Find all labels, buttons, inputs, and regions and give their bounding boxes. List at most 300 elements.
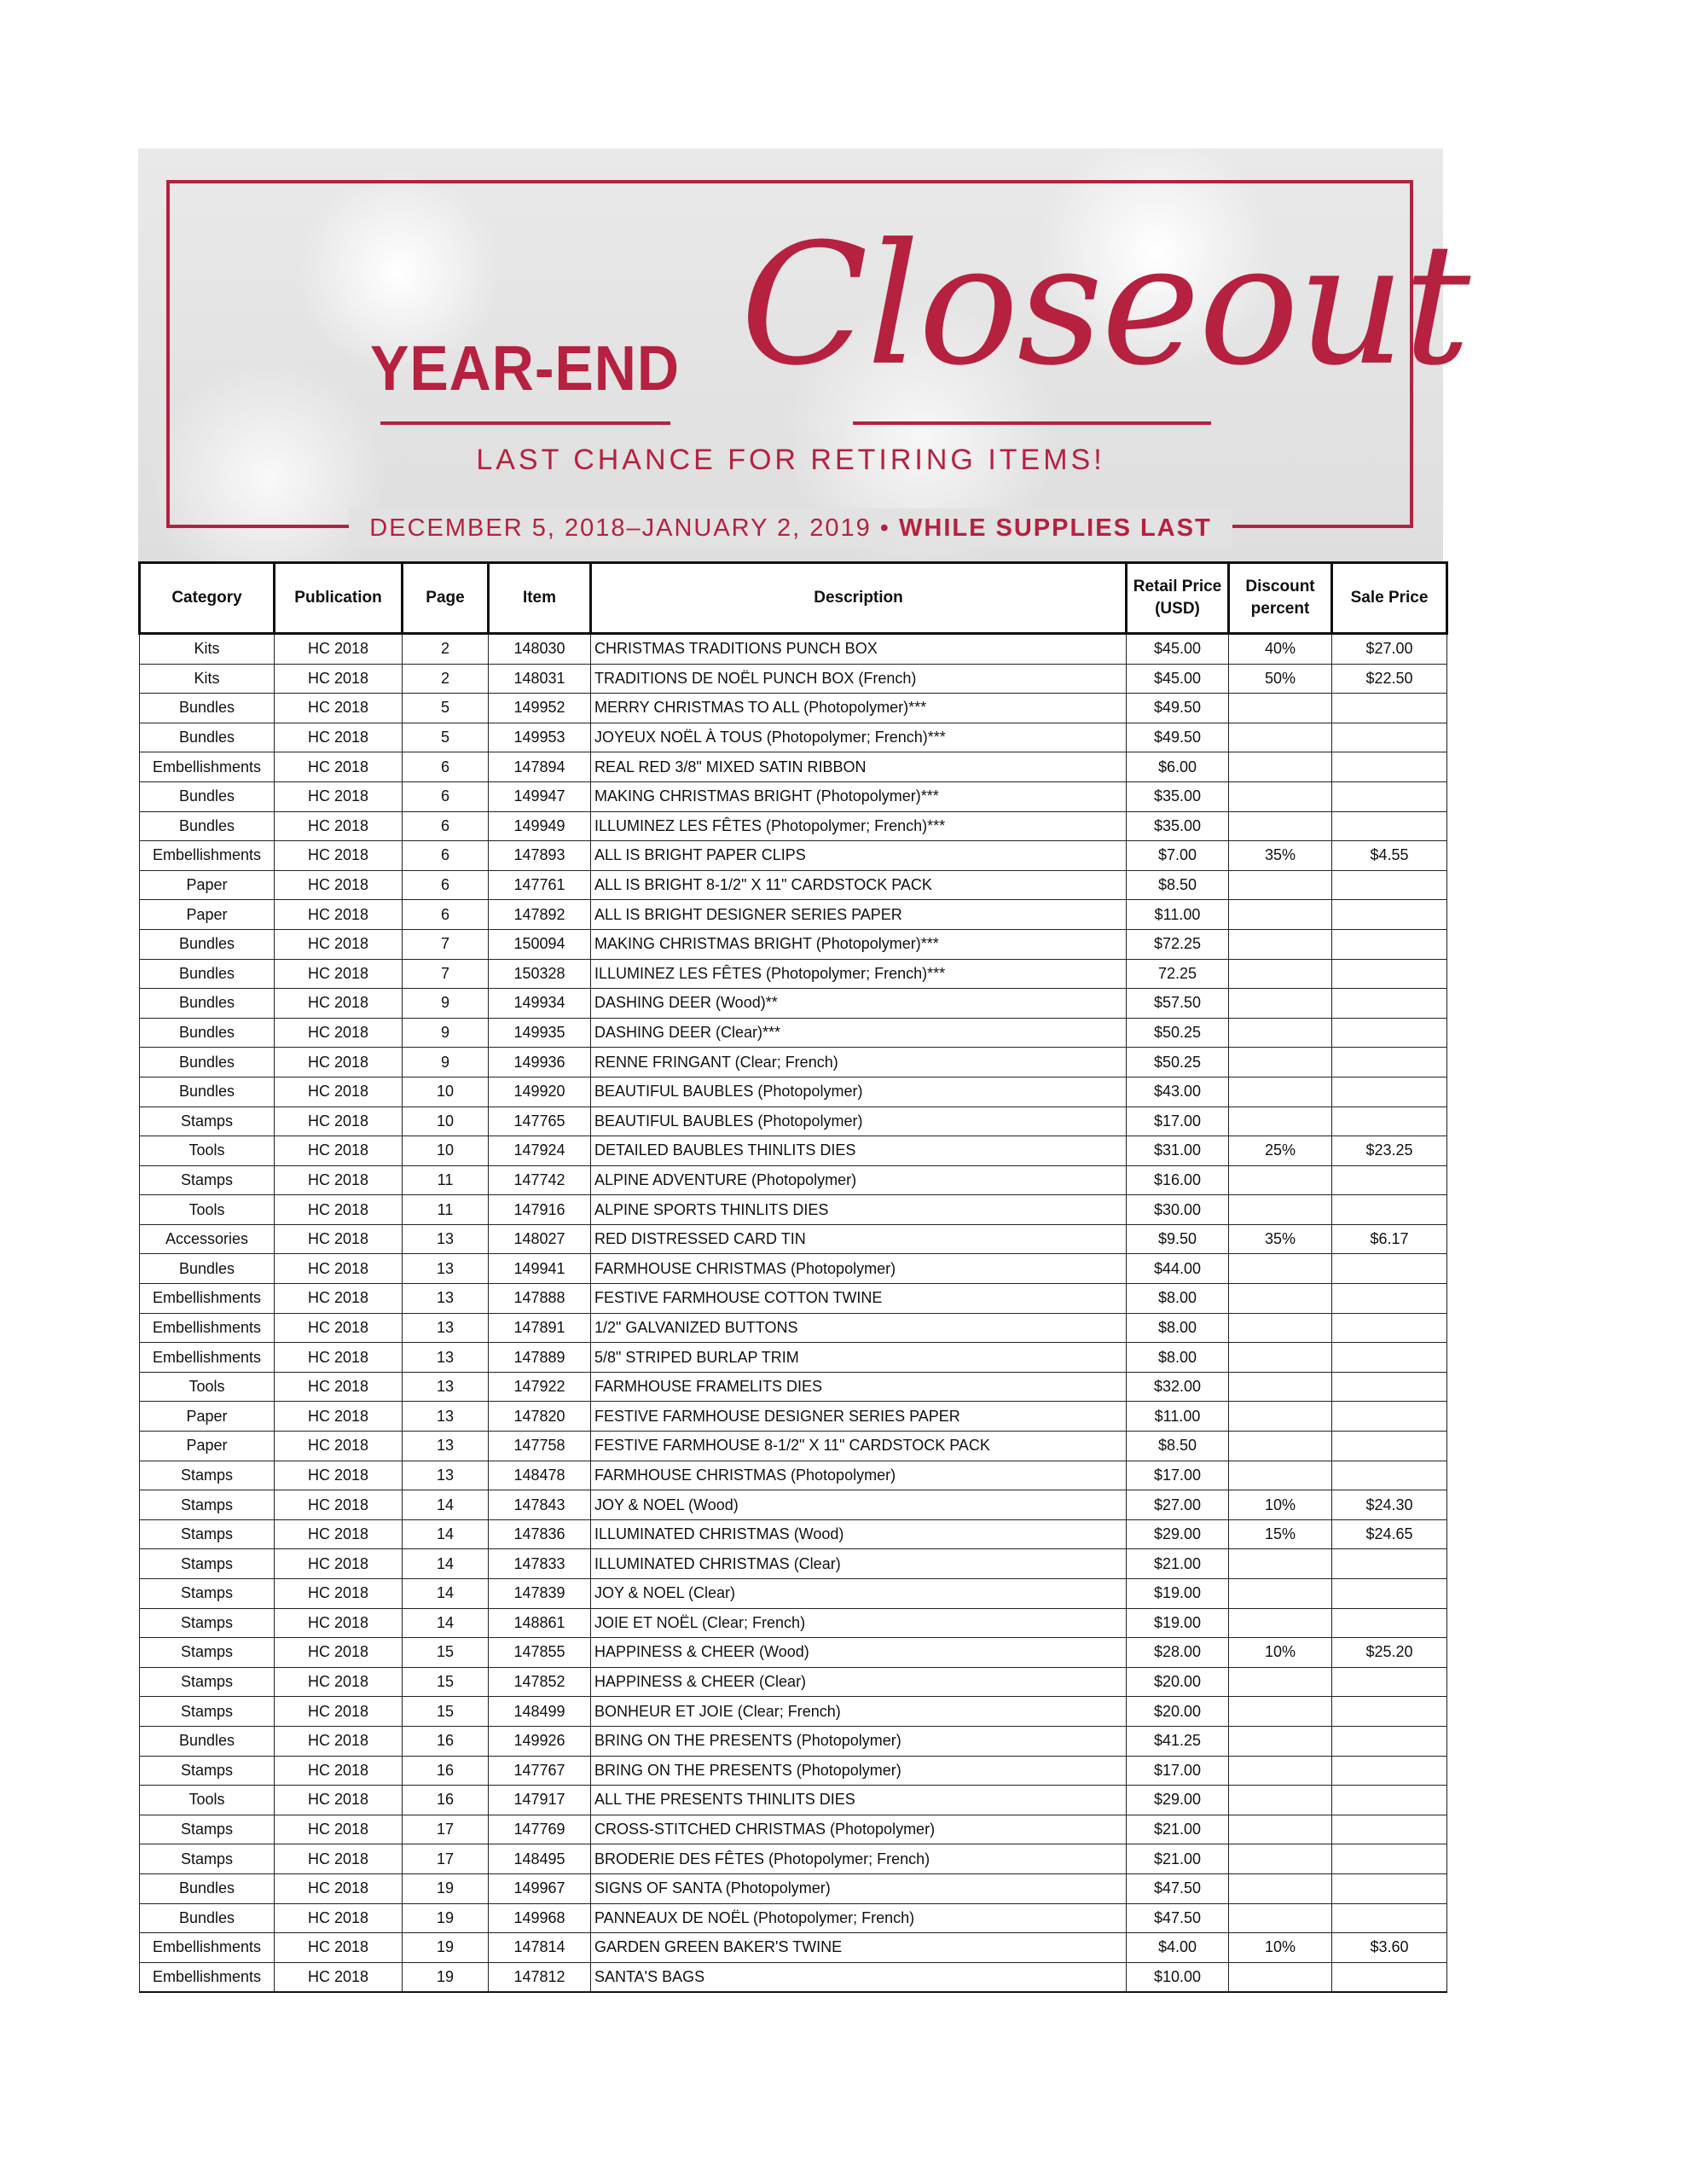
table-row (140, 1284, 1447, 1314)
cell-sale-price: $3.60 (1332, 1933, 1447, 1963)
cell-page: 11 (403, 1165, 489, 1195)
cell-item: 147889 (489, 1343, 591, 1373)
table-row (140, 1136, 1447, 1166)
cell-description: DASHING DEER (Clear)*** (591, 1018, 1127, 1048)
cell-discount (1229, 811, 1332, 841)
cell-discount (1229, 694, 1332, 723)
cell-page: 10 (403, 1107, 489, 1136)
table-row (140, 1726, 1447, 1756)
cell-sale-price (1332, 1402, 1447, 1432)
cell-discount (1229, 1756, 1332, 1786)
cell-description: ALL IS BRIGHT PAPER CLIPS (591, 841, 1127, 871)
cell-category: Bundles (140, 959, 275, 989)
cell-page: 14 (403, 1579, 489, 1609)
cell-item: 149926 (489, 1726, 591, 1756)
cell-publication: HC 2018 (275, 781, 403, 811)
cell-item: 148495 (489, 1844, 591, 1874)
cell-page: 14 (403, 1608, 489, 1638)
cell-publication: HC 2018 (275, 1343, 403, 1373)
header-category: Category (140, 563, 275, 634)
cell-description: 1/2" GALVANIZED BUTTONS (591, 1313, 1127, 1343)
header-discount-line2: percent (1250, 600, 1310, 618)
table-row (140, 1519, 1447, 1549)
header-item: Item (489, 563, 591, 634)
cell-retail-price: $17.00 (1127, 1756, 1229, 1786)
banner-title-main: Closeout (740, 208, 1470, 403)
cell-publication: HC 2018 (275, 900, 403, 930)
cell-page: 13 (403, 1461, 489, 1490)
cell-publication: HC 2018 (275, 634, 403, 665)
cell-description: ILLUMINATED CHRISTMAS (Wood) (591, 1519, 1127, 1549)
cell-retail-price: $35.00 (1127, 781, 1229, 811)
cell-item: 149947 (489, 781, 591, 811)
cell-description: JOYEUX NOËL À TOUS (Photopolymer; French)*** (591, 723, 1127, 752)
cell-sale-price: $22.50 (1332, 664, 1447, 694)
cell-description: ALPINE ADVENTURE (Photopolymer) (591, 1165, 1127, 1195)
cell-description: 5/8" STRIPED BURLAP TRIM (591, 1343, 1127, 1373)
cell-discount: 25% (1229, 1136, 1332, 1166)
cell-category: Bundles (140, 1018, 275, 1048)
cell-publication: HC 2018 (275, 1873, 403, 1903)
cell-publication: HC 2018 (275, 694, 403, 723)
table-row (140, 1077, 1447, 1107)
cell-description: REAL RED 3/8" MIXED SATIN RIBBON (591, 752, 1127, 782)
cell-category: Bundles (140, 1254, 275, 1284)
cell-item: 148027 (489, 1224, 591, 1254)
cell-description: TRADITIONS DE NOËL PUNCH BOX (French) (591, 664, 1127, 694)
cell-description: ILLUMINATED CHRISTMAS (Clear) (591, 1549, 1127, 1579)
cell-description: JOIE ET NOËL (Clear; French) (591, 1608, 1127, 1638)
cell-discount (1229, 1815, 1332, 1844)
cell-category: Bundles (140, 989, 275, 1019)
cell-discount (1229, 1107, 1332, 1136)
cell-discount (1229, 929, 1332, 959)
cell-item: 150094 (489, 929, 591, 959)
cell-description: BRING ON THE PRESENTS (Photopolymer) (591, 1756, 1127, 1786)
cell-discount: 10% (1229, 1638, 1332, 1668)
cell-publication: HC 2018 (275, 1549, 403, 1579)
table-row (140, 634, 1447, 665)
cell-publication: HC 2018 (275, 664, 403, 694)
cell-page: 10 (403, 1077, 489, 1107)
table-row (140, 900, 1447, 930)
cell-description: ILLUMINEZ LES FÊTES (Photopolymer; French)*** (591, 811, 1127, 841)
cell-discount (1229, 1962, 1332, 1992)
cell-item: 147758 (489, 1432, 591, 1461)
cell-retail-price: $6.00 (1127, 752, 1229, 782)
cell-description: ALL IS BRIGHT 8-1/2" X 11" CARDSTOCK PACK (591, 870, 1127, 900)
cell-publication: HC 2018 (275, 1018, 403, 1048)
cell-retail-price: $8.50 (1127, 870, 1229, 900)
cell-category: Stamps (140, 1549, 275, 1579)
cell-discount (1229, 1284, 1332, 1314)
cell-discount (1229, 870, 1332, 900)
cell-retail-price: $20.00 (1127, 1697, 1229, 1727)
table-row (140, 1343, 1447, 1373)
cell-discount (1229, 1165, 1332, 1195)
cell-discount (1229, 1697, 1332, 1727)
cell-description: JOY & NOEL (Clear) (591, 1579, 1127, 1609)
cell-retail-price: $35.00 (1127, 811, 1229, 841)
cell-retail-price: 72.25 (1127, 959, 1229, 989)
cell-description: ALL THE PRESENTS THINLITS DIES (591, 1786, 1127, 1815)
cell-page: 14 (403, 1490, 489, 1520)
header-description: Description (591, 563, 1127, 634)
banner-rule-right (853, 421, 1211, 425)
cell-retail-price: $50.25 (1127, 1048, 1229, 1077)
header-publication: Publication (275, 563, 403, 634)
banner-dates-row (138, 508, 1443, 548)
cell-discount (1229, 1608, 1332, 1638)
cell-page: 17 (403, 1815, 489, 1844)
cell-sale-price (1332, 1815, 1447, 1844)
table-row (140, 1195, 1447, 1225)
banner-subtitle: LAST CHANCE FOR RETIRING ITEMS! (476, 444, 1105, 476)
cell-description: MAKING CHRISTMAS BRIGHT (Photopolymer)*** (591, 929, 1127, 959)
cell-discount (1229, 1313, 1332, 1343)
cell-category: Kits (140, 664, 275, 694)
cell-description: JOY & NOEL (Wood) (591, 1490, 1127, 1520)
cell-publication: HC 2018 (275, 1726, 403, 1756)
cell-page: 2 (403, 664, 489, 694)
cell-publication: HC 2018 (275, 1284, 403, 1314)
cell-description: HAPPINESS & CHEER (Wood) (591, 1638, 1127, 1668)
cell-retail-price: $43.00 (1127, 1077, 1229, 1107)
table-row (140, 1224, 1447, 1254)
cell-sale-price (1332, 900, 1447, 930)
banner-title-prefix: YEAR-END (370, 333, 680, 404)
cell-publication: HC 2018 (275, 1844, 403, 1874)
cell-publication: HC 2018 (275, 1254, 403, 1284)
cell-sale-price (1332, 1903, 1447, 1933)
cell-description: CROSS-STITCHED CHRISTMAS (Photopolymer) (591, 1815, 1127, 1844)
table-row (140, 1372, 1447, 1402)
cell-discount (1229, 781, 1332, 811)
cell-page: 6 (403, 841, 489, 871)
banner-dates (349, 508, 1232, 548)
cell-item: 147891 (489, 1313, 591, 1343)
cell-category: Embellishments (140, 1343, 275, 1373)
cell-sale-price (1332, 1343, 1447, 1373)
closeout-banner (138, 148, 1470, 562)
cell-page: 15 (403, 1667, 489, 1697)
cell-item: 147852 (489, 1667, 591, 1697)
cell-retail-price: $21.00 (1127, 1844, 1229, 1874)
cell-publication: HC 2018 (275, 1933, 403, 1963)
cell-category: Stamps (140, 1697, 275, 1727)
cell-category: Stamps (140, 1461, 275, 1490)
cell-category: Stamps (140, 1638, 275, 1668)
cell-page: 13 (403, 1254, 489, 1284)
cell-discount (1229, 989, 1332, 1019)
header-discount-line1: Discount (1245, 578, 1315, 595)
cell-publication: HC 2018 (275, 959, 403, 989)
cell-page: 5 (403, 723, 489, 752)
cell-sale-price (1332, 1579, 1447, 1609)
cell-category: Stamps (140, 1756, 275, 1786)
cell-item: 149934 (489, 989, 591, 1019)
cell-retail-price: $31.00 (1127, 1136, 1229, 1166)
cell-item: 147761 (489, 870, 591, 900)
cell-description: SANTA'S BAGS (591, 1962, 1127, 1992)
cell-discount (1229, 1786, 1332, 1815)
cell-category: Paper (140, 1432, 275, 1461)
cell-page: 19 (403, 1903, 489, 1933)
cell-item: 148478 (489, 1461, 591, 1490)
cell-item: 149941 (489, 1254, 591, 1284)
table-row (140, 1490, 1447, 1520)
cell-retail-price: $29.00 (1127, 1786, 1229, 1815)
cell-item: 149936 (489, 1048, 591, 1077)
cell-retail-price: $9.50 (1127, 1224, 1229, 1254)
table-row (140, 1933, 1447, 1963)
table-row (140, 1667, 1447, 1697)
cell-discount: 35% (1229, 1224, 1332, 1254)
cell-publication: HC 2018 (275, 1077, 403, 1107)
cell-sale-price (1332, 1165, 1447, 1195)
cell-retail-price: $50.25 (1127, 1018, 1229, 1048)
cell-sale-price (1332, 1844, 1447, 1874)
closeout-table-wrapper (138, 561, 1446, 1993)
cell-discount (1229, 1903, 1332, 1933)
table-row (140, 841, 1447, 871)
cell-category: Stamps (140, 1844, 275, 1874)
cell-retail-price: $17.00 (1127, 1107, 1229, 1136)
cell-sale-price (1332, 1107, 1447, 1136)
cell-item: 148030 (489, 634, 591, 665)
cell-publication: HC 2018 (275, 1107, 403, 1136)
table-row (140, 1402, 1447, 1432)
cell-page: 19 (403, 1933, 489, 1963)
cell-page: 19 (403, 1873, 489, 1903)
cell-page: 13 (403, 1402, 489, 1432)
table-row (140, 870, 1447, 900)
cell-page: 13 (403, 1343, 489, 1373)
cell-item: 147843 (489, 1490, 591, 1520)
cell-page: 15 (403, 1638, 489, 1668)
cell-page: 16 (403, 1786, 489, 1815)
cell-publication: HC 2018 (275, 1313, 403, 1343)
cell-category: Bundles (140, 1873, 275, 1903)
cell-retail-price: $47.50 (1127, 1903, 1229, 1933)
cell-item: 148031 (489, 664, 591, 694)
cell-page: 9 (403, 989, 489, 1019)
cell-sale-price (1332, 694, 1447, 723)
table-row (140, 1048, 1447, 1077)
cell-category: Embellishments (140, 752, 275, 782)
cell-category: Embellishments (140, 1933, 275, 1963)
cell-item: 147839 (489, 1579, 591, 1609)
cell-sale-price (1332, 1077, 1447, 1107)
cell-publication: HC 2018 (275, 1165, 403, 1195)
cell-item: 149967 (489, 1873, 591, 1903)
cell-description: BONHEUR ET JOIE (Clear; French) (591, 1697, 1127, 1727)
cell-retail-price: $45.00 (1127, 664, 1229, 694)
cell-description: ALPINE SPORTS THINLITS DIES (591, 1195, 1127, 1225)
cell-discount: 40% (1229, 634, 1332, 665)
cell-retail-price: $49.50 (1127, 723, 1229, 752)
cell-category: Embellishments (140, 841, 275, 871)
cell-sale-price (1332, 1284, 1447, 1314)
cell-item: 149920 (489, 1077, 591, 1107)
cell-item: 147916 (489, 1195, 591, 1225)
table-row (140, 1786, 1447, 1815)
cell-description: ILLUMINEZ LES FÊTES (Photopolymer; French)*** (591, 959, 1127, 989)
cell-sale-price: $25.20 (1332, 1638, 1447, 1668)
cell-category: Stamps (140, 1107, 275, 1136)
cell-publication: HC 2018 (275, 1461, 403, 1490)
table-row (140, 694, 1447, 723)
cell-item: 149949 (489, 811, 591, 841)
table-row (140, 1579, 1447, 1609)
table-row (140, 1873, 1447, 1903)
cell-sale-price (1332, 1254, 1447, 1284)
cell-discount (1229, 1873, 1332, 1903)
cell-discount (1229, 723, 1332, 752)
cell-page: 10 (403, 1136, 489, 1166)
cell-category: Kits (140, 634, 275, 665)
cell-sale-price (1332, 1432, 1447, 1461)
cell-description: DASHING DEER (Wood)** (591, 989, 1127, 1019)
cell-category: Paper (140, 900, 275, 930)
cell-discount (1229, 1077, 1332, 1107)
cell-page: 14 (403, 1519, 489, 1549)
cell-item: 147836 (489, 1519, 591, 1549)
cell-item: 147855 (489, 1638, 591, 1668)
cell-page: 17 (403, 1844, 489, 1874)
cell-item: 147767 (489, 1756, 591, 1786)
table-row (140, 1697, 1447, 1727)
cell-publication: HC 2018 (275, 1224, 403, 1254)
cell-retail-price: $44.00 (1127, 1254, 1229, 1284)
cell-page: 13 (403, 1224, 489, 1254)
table-row (140, 1313, 1447, 1343)
cell-publication: HC 2018 (275, 870, 403, 900)
cell-retail-price: $28.00 (1127, 1638, 1229, 1668)
cell-retail-price: $17.00 (1127, 1461, 1229, 1490)
cell-publication: HC 2018 (275, 1048, 403, 1077)
cell-sale-price (1332, 1962, 1447, 1992)
cell-sale-price (1332, 1018, 1447, 1048)
cell-category: Bundles (140, 1903, 275, 1933)
cell-page: 11 (403, 1195, 489, 1225)
cell-publication: HC 2018 (275, 1667, 403, 1697)
cell-discount (1229, 752, 1332, 782)
cell-sale-price: $6.17 (1332, 1224, 1447, 1254)
table-row (140, 723, 1447, 752)
cell-description: BRING ON THE PRESENTS (Photopolymer) (591, 1726, 1127, 1756)
cell-discount (1229, 1667, 1332, 1697)
cell-discount: 10% (1229, 1490, 1332, 1520)
cell-publication: HC 2018 (275, 1136, 403, 1166)
cell-description: FESTIVE FARMHOUSE DESIGNER SERIES PAPER (591, 1402, 1127, 1432)
cell-category: Embellishments (140, 1962, 275, 1992)
cell-page: 5 (403, 694, 489, 723)
cell-description: RED DISTRESSED CARD TIN (591, 1224, 1127, 1254)
cell-item: 147769 (489, 1815, 591, 1844)
cell-category: Bundles (140, 1726, 275, 1756)
cell-category: Embellishments (140, 1284, 275, 1314)
cell-sale-price: $4.55 (1332, 841, 1447, 871)
cell-category: Bundles (140, 723, 275, 752)
header-page: Page (403, 563, 489, 634)
cell-retail-price: $45.00 (1127, 634, 1229, 665)
cell-retail-price: $21.00 (1127, 1815, 1229, 1844)
cell-item: 147814 (489, 1933, 591, 1963)
cell-description: RENNE FRINGANT (Clear; French) (591, 1048, 1127, 1077)
cell-discount: 50% (1229, 664, 1332, 694)
cell-sale-price (1332, 1697, 1447, 1727)
cell-item: 149935 (489, 1018, 591, 1048)
banner-rule-left (380, 421, 670, 425)
cell-publication: HC 2018 (275, 811, 403, 841)
cell-category: Bundles (140, 1048, 275, 1077)
cell-retail-price: $11.00 (1127, 900, 1229, 930)
closeout-table (138, 561, 1448, 1993)
cell-retail-price: $32.00 (1127, 1372, 1229, 1402)
cell-discount (1229, 1461, 1332, 1490)
cell-item: 147742 (489, 1165, 591, 1195)
cell-sale-price (1332, 1608, 1447, 1638)
cell-sale-price (1332, 1372, 1447, 1402)
cell-page: 9 (403, 1048, 489, 1077)
header-retail-line2: (USD) (1155, 600, 1200, 618)
cell-item: 149953 (489, 723, 591, 752)
cell-category: Bundles (140, 694, 275, 723)
cell-sale-price (1332, 929, 1447, 959)
cell-item: 147888 (489, 1284, 591, 1314)
cell-sale-price (1332, 1048, 1447, 1077)
cell-description: DETAILED BAUBLES THINLITS DIES (591, 1136, 1127, 1166)
cell-discount (1229, 1432, 1332, 1461)
cell-item: 147812 (489, 1962, 591, 1992)
cell-publication: HC 2018 (275, 1490, 403, 1520)
cell-publication: HC 2018 (275, 1579, 403, 1609)
table-row (140, 1815, 1447, 1844)
cell-retail-price: $41.25 (1127, 1726, 1229, 1756)
cell-item: 147917 (489, 1786, 591, 1815)
cell-category: Tools (140, 1195, 275, 1225)
cell-retail-price: $19.00 (1127, 1579, 1229, 1609)
cell-category: Bundles (140, 781, 275, 811)
cell-category: Tools (140, 1372, 275, 1402)
cell-page: 7 (403, 959, 489, 989)
cell-category: Stamps (140, 1519, 275, 1549)
cell-discount (1229, 1844, 1332, 1874)
table-row (140, 1165, 1447, 1195)
cell-sale-price (1332, 1195, 1447, 1225)
cell-retail-price: $29.00 (1127, 1519, 1229, 1549)
cell-retail-price: $7.00 (1127, 841, 1229, 871)
cell-page: 6 (403, 900, 489, 930)
table-row (140, 781, 1447, 811)
cell-retail-price: $8.00 (1127, 1313, 1229, 1343)
cell-sale-price (1332, 752, 1447, 782)
cell-sale-price (1332, 781, 1447, 811)
cell-page: 13 (403, 1372, 489, 1402)
cell-sale-price (1332, 1667, 1447, 1697)
cell-retail-price: $19.00 (1127, 1608, 1229, 1638)
table-row (140, 1844, 1447, 1874)
table-row (140, 929, 1447, 959)
cell-discount (1229, 1372, 1332, 1402)
cell-description: HAPPINESS & CHEER (Clear) (591, 1667, 1127, 1697)
cell-item: 149968 (489, 1903, 591, 1933)
cell-category: Stamps (140, 1608, 275, 1638)
cell-description: MERRY CHRISTMAS TO ALL (Photopolymer)*** (591, 694, 1127, 723)
cell-description: BEAUTIFUL BAUBLES (Photopolymer) (591, 1077, 1127, 1107)
cell-page: 14 (403, 1549, 489, 1579)
